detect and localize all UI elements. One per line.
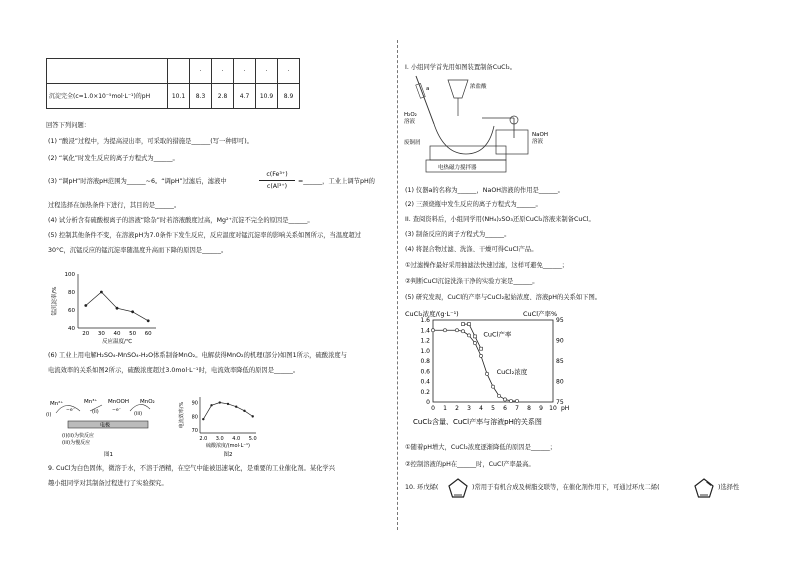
y-tick-label: 100 <box>64 272 75 278</box>
series-line-cucl2 <box>433 330 517 401</box>
question-line: I. 小组同学首先用如图装置制备CuCl₂。 <box>405 64 517 71</box>
cucl2-apparatus-diagram <box>404 74 564 182</box>
left-axis-label: CuCl₂浓度/(g·L⁻¹) <box>405 310 459 318</box>
y-tick-label: 80 <box>68 290 75 296</box>
y-tick-label: 60 <box>68 308 75 314</box>
y-tick-label: 90 <box>191 400 198 407</box>
right-tick-label: 85 <box>556 358 564 365</box>
data-point <box>84 304 87 307</box>
left-tick-label: 0 <box>426 399 430 406</box>
table-cell: 4.7 <box>234 84 256 109</box>
question-line: (5) 控制其他条件不变，在溶液pH为7.0条件下发生反应，反应温度对锰沉淀率的影响关系如图所示，当温度超过 <box>48 232 362 239</box>
y-tick-label: 80 <box>191 414 198 421</box>
x-tick-label: 30 <box>97 331 105 337</box>
apparatus-label: NaOH <box>532 132 548 138</box>
data-point <box>202 418 204 420</box>
apparatus-label: 浓盐酸 <box>470 84 487 90</box>
step-label: (iii) <box>134 411 143 417</box>
table-cell: · <box>278 59 300 84</box>
separatory-funnel <box>448 80 468 98</box>
step-label: (i) <box>46 412 52 418</box>
table-cell: 10.1 <box>168 84 190 109</box>
electron-label: −e⁻ <box>66 408 76 413</box>
x-axis-label: 硫酸浓度/(mol·L⁻¹) <box>206 443 250 449</box>
apparatus-label: a <box>426 86 430 92</box>
current-efficiency-chart <box>180 393 260 458</box>
question-line: (6) 工业上用电解H₂SO₄-MnSO₄-H₂O体系制备MnO₂。电解获得MnO₂的机理(部分)如图1所示，硫酸浓度与 <box>48 352 347 359</box>
question-line: )选择性 <box>718 484 740 491</box>
question-line: (2) “氧化”时发生反应的离子方程式为______。 <box>48 155 179 162</box>
apparatus-label: 电热磁力搅拌器 <box>438 165 477 171</box>
data-point <box>503 398 506 401</box>
x-tick-label: 10 <box>549 405 557 412</box>
column-divider <box>397 40 398 530</box>
data-point <box>468 323 471 326</box>
table-cell: · <box>256 59 278 84</box>
figure-title: 图2 <box>223 452 233 458</box>
data-point <box>461 330 464 333</box>
mn-precipitation-chart <box>48 268 168 343</box>
right-tick-label: 95 <box>556 317 564 324</box>
species-label: MnOOH <box>108 399 130 405</box>
table-row <box>47 84 300 109</box>
fraction-denominator: c(Al³⁺) <box>266 183 288 190</box>
electron-label: −e⁻ <box>112 408 122 413</box>
series-line <box>86 292 148 321</box>
data-point <box>235 405 237 407</box>
three-neck-flask <box>434 124 494 154</box>
data-point <box>485 372 488 375</box>
y-tick-label: 70 <box>191 428 198 435</box>
y-axis-label: 电流效率/% <box>179 401 185 429</box>
data-point <box>509 399 512 402</box>
fraction-numerator: c(Fe³⁺) <box>266 171 288 178</box>
question-line: ①过滤操作最好采用抽滤法快速过滤，这样可避免______； <box>405 262 569 269</box>
question-line: 电流效率的关系如图2所示，硫酸浓度超过3.0mol·L⁻¹时，电流效率降低的原因是______。 <box>48 367 300 374</box>
electrode-label: 电极 <box>100 422 111 429</box>
question-line: (1) 仪器a的名称为______，NaOH溶液的作用是______。 <box>405 187 564 194</box>
left-tick-label: 1.2 <box>420 337 430 345</box>
data-point <box>131 310 134 313</box>
table-cell: 8.9 <box>278 84 300 109</box>
x-tick-label: 8 <box>527 405 531 412</box>
left-tick-label: 1.0 <box>420 347 430 355</box>
data-point <box>147 319 150 322</box>
data-point <box>431 329 434 332</box>
x-tick-label: 4.0 <box>232 436 241 442</box>
table-row-label: 沉淀完全(c=1.0×10⁻⁵mol·L⁻¹)的pH <box>47 84 168 109</box>
species-label: Mn²⁺ <box>50 401 64 407</box>
data-point <box>479 354 482 357</box>
left-tick-label: 0.8 <box>420 358 430 365</box>
x-tick-label: 4 <box>479 405 483 412</box>
question-line: (2) 三颈烧瓶中发生反应的离子方程式为______。 <box>405 201 542 208</box>
y-tick-label: 40 <box>68 326 75 332</box>
x-tick-label: 2 <box>455 405 459 412</box>
question-line: II. 查阅资料后，小组同学用(NH₄)₂SO₃还原CuCl₂溶液来制备CuCl。 <box>405 216 595 223</box>
x-axis-label: pH <box>561 405 570 412</box>
apparatus-label: 废铜屑 <box>404 140 421 146</box>
apparatus-label: 溶液 <box>532 139 544 145</box>
chart-caption: CuCl₂含量、CuCl产率与溶液pH的关系图 <box>413 418 542 426</box>
question-line: 30°C，沉锰反应的锰沉淀率随温度升高而下降的原因是______。 <box>48 247 228 254</box>
question-line: 10. 环戊烯( <box>405 484 439 491</box>
series-label: CuCl产率 <box>483 330 512 339</box>
data-point <box>210 404 212 406</box>
question-line: (1) “酸浸”过程中，为提高浸出率，可采取的措施是______(写一种即可)。 <box>48 138 253 145</box>
x-tick-label: 7 <box>515 405 519 412</box>
data-point <box>252 415 254 417</box>
x-tick-label: 0 <box>431 405 435 412</box>
left-tick-label: 0.4 <box>420 378 430 386</box>
series-line-cucl-yield <box>463 324 481 349</box>
x-tick-label: 5 <box>491 405 495 412</box>
caption-line: (iii)为慢反应 <box>62 440 91 446</box>
data-point <box>497 394 500 397</box>
data-point <box>227 403 229 405</box>
cucl-yield-chart <box>405 310 595 435</box>
right-tick-label: 80 <box>556 378 564 386</box>
x-tick-label: 40 <box>113 331 121 337</box>
table-cell: 8.3 <box>190 84 212 109</box>
precipitation-ph-table <box>46 58 300 109</box>
left-tick-label: 0.6 <box>420 368 430 376</box>
table-cell <box>47 59 168 84</box>
step-label: (ii) <box>92 409 99 415</box>
question-line: )常用于有机合成及树脂交联等，在催化剂作用下，可通过环戊二烯( <box>472 484 660 491</box>
question-line: ①随着pH增大，CuCl₂浓度逐渐降低的原因是______； <box>405 444 557 451</box>
x-tick-label: 20 <box>82 331 90 337</box>
table-cell: · <box>212 59 234 84</box>
electrolysis-mechanism-figure <box>46 393 176 458</box>
question-line: (4) 试分析含有硫酸根离子的溶液“除杂”时若溶液酸度过高，Mg²⁺沉淀不完全的原因是______。 <box>48 217 314 224</box>
x-tick-label: 50 <box>129 331 137 337</box>
table-row <box>47 59 300 84</box>
data-point <box>480 347 483 350</box>
question-line: =______，工业上调节pH的 <box>298 178 375 185</box>
question-line: (4) 将混合物过滤、洗涤、干燥可得CuCl产品。 <box>405 246 538 253</box>
apparatus-label: H₂O₂ <box>404 112 417 118</box>
dropping-funnel-tube <box>416 76 434 124</box>
x-tick-label: 6 <box>503 405 507 412</box>
figure-title: 图1 <box>104 452 113 458</box>
data-point <box>443 329 446 332</box>
x-tick-label: 3 <box>467 405 471 412</box>
data-point <box>462 323 465 326</box>
naoh-beaker <box>496 130 528 154</box>
x-tick-label: 60 <box>144 331 152 337</box>
data-point <box>219 401 221 403</box>
x-tick-label: 1 <box>443 405 447 412</box>
table-cell: 10.9 <box>256 84 278 109</box>
data-point <box>243 410 245 412</box>
x-tick-label: 5.0 <box>248 436 257 442</box>
y-axis-label: 锰沉淀率/% <box>52 286 58 316</box>
question-line: (5) 研究发现，CuCl的产率与CuCl₂起始浓度、溶液pH的关系如下图。 <box>405 294 602 301</box>
question-line: (3) 制备反应的离子方程式为______。 <box>405 231 511 238</box>
left-tick-label: 1.4 <box>420 327 430 335</box>
data-point <box>491 385 494 388</box>
x-axis-label: 反应温度/℃ <box>101 339 133 345</box>
data-point <box>473 341 476 344</box>
right-tick-label: 75 <box>556 399 564 406</box>
water-bath <box>430 146 506 160</box>
question-line: (3) “调pH”时溶液pH范围为______~6。“调pH”过滤后，滤液中 <box>48 178 227 185</box>
caption-line: (i)(ii)为快反应 <box>62 433 94 439</box>
data-point <box>116 307 119 310</box>
left-tick-label: 0.2 <box>420 388 430 396</box>
cyclopentene-structure <box>446 476 470 500</box>
table-cell: · <box>234 59 256 84</box>
question-line: 过程选择在加热条件下进行，其目的是______。 <box>48 202 181 209</box>
data-point <box>467 334 470 337</box>
right-tick-label: 90 <box>556 337 564 345</box>
x-tick-label: 2.0 <box>199 436 208 442</box>
question-line: ②判断CuCl沉淀洗涤干净的实验方案是______。 <box>405 278 539 285</box>
cyclopentadiene-structure <box>692 476 716 500</box>
species-label: Mn³⁺ <box>84 399 98 405</box>
x-tick-label: 3.0 <box>215 436 224 442</box>
question-line: ②控制溶液的pH在______时，CuCl产率最高。 <box>405 461 535 468</box>
data-point <box>100 291 103 294</box>
question-line: 9. CuCl为白色固体，微溶于水，不溶于酒精，在空气中能被迅速氧化，是重要的工业催化剂。某化学兴 <box>48 465 336 472</box>
right-axis-label: CuCl产率% <box>523 310 558 318</box>
series-label: CuCl₂浓度 <box>496 367 528 376</box>
table-cell <box>168 59 190 84</box>
question-line: 趣小组同学对其制备过程进行了实验探究。 <box>48 480 168 487</box>
species-label: MnO₂ <box>140 399 155 405</box>
x-tick-label: 9 <box>539 405 543 412</box>
question-line: 回答下列问题： <box>46 122 91 129</box>
fraction-bar <box>259 180 295 181</box>
data-point <box>474 335 477 338</box>
data-point <box>515 399 518 402</box>
left-tick-label: 1.6 <box>420 317 430 324</box>
apparatus-label: 溶液 <box>404 119 416 125</box>
table-cell: 2.8 <box>212 84 234 109</box>
data-point <box>455 329 458 332</box>
table-cell: · <box>190 59 212 84</box>
